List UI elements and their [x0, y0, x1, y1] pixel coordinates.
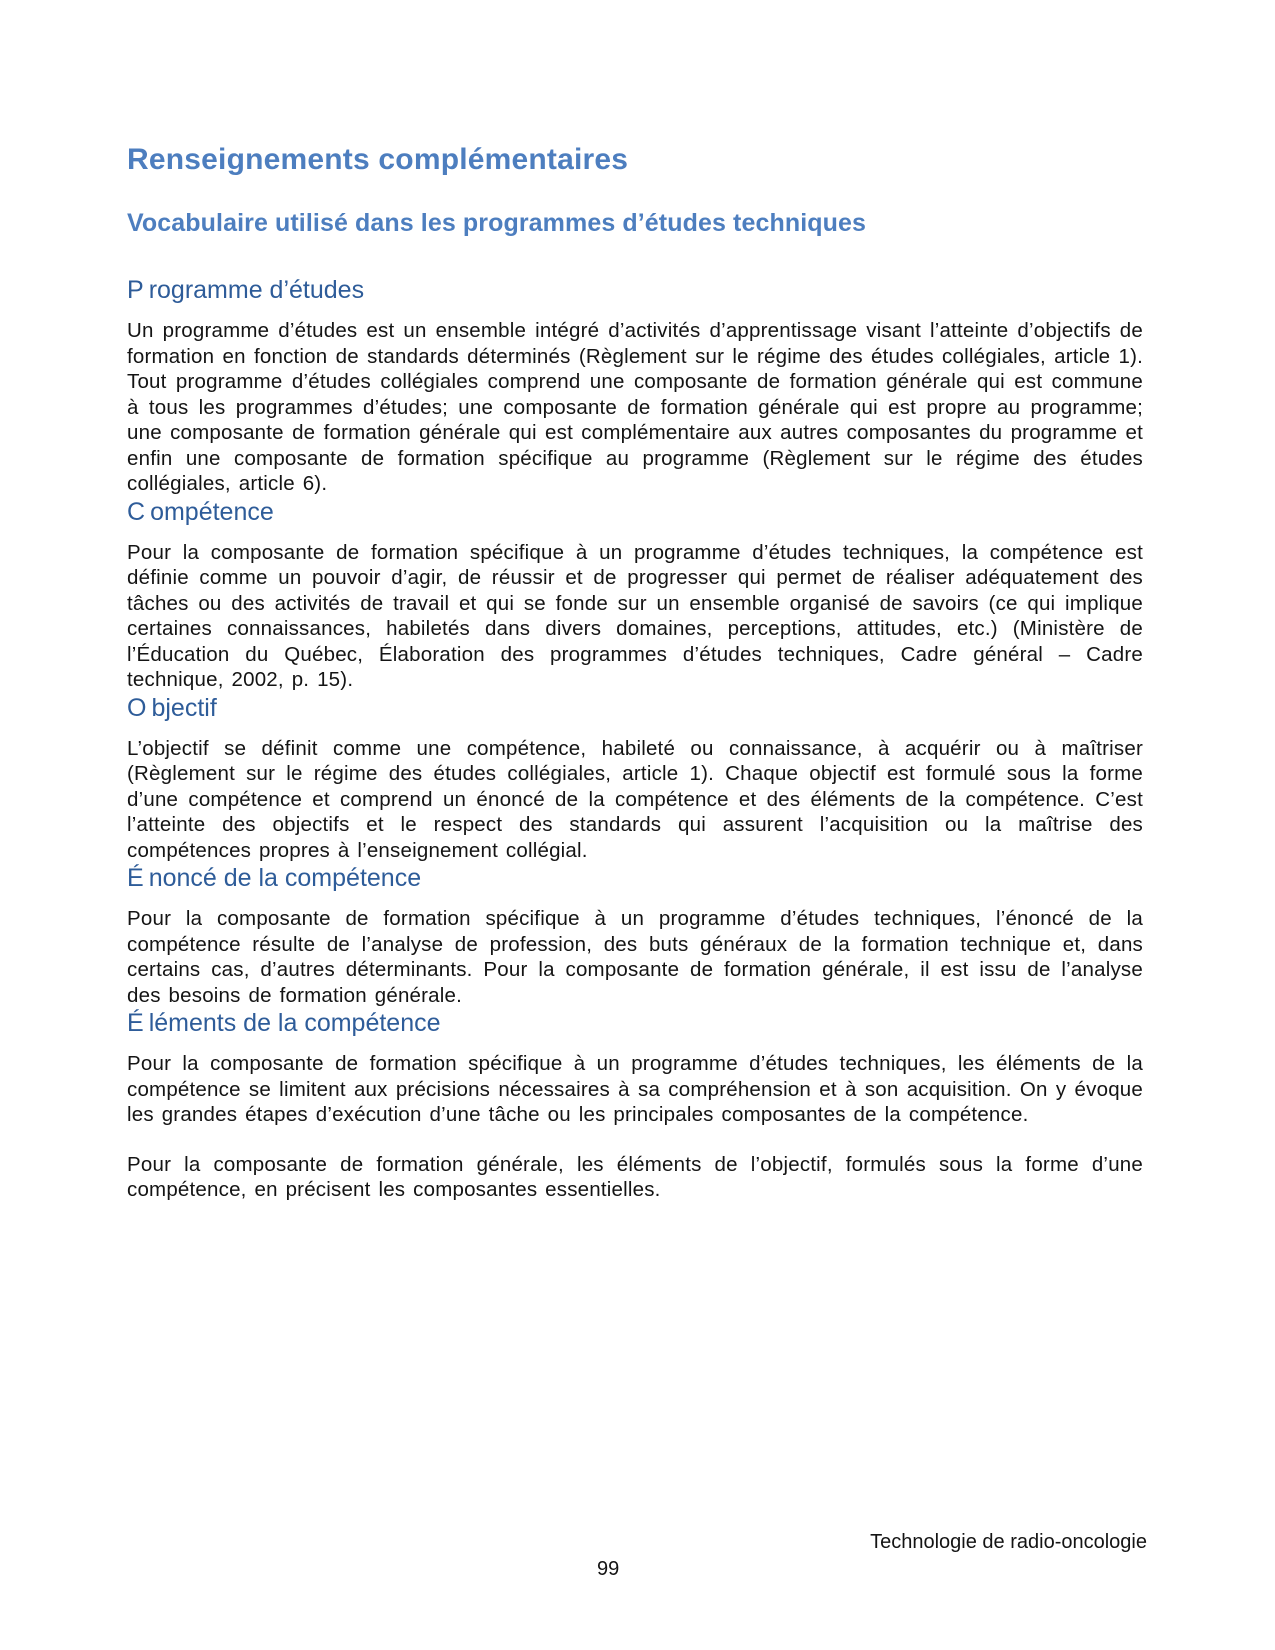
paragraph-elements-competence-1: Pour la composante de formation spécifique à un programme d’études techniques, les éléments de la compétence se limitent aux précisions nécessaires à sa compréhension et à son acquisition. On y évoque les grandes étapes d’exécution d’une tâche ou les principales composantes de la compétence. — [127, 1052, 1143, 1126]
paragraph-enonce-competence: Pour la composante de formation spécifique à un programme d’études techniques, l’énoncé de la compétence résulte de l’analyse de profession, des buts généraux de la formation technique et, dans certains cas, d’autres déterminants. Pour la composante de formation générale, il est issu de l’analyse des besoins de formation générale. — [127, 907, 1143, 1007]
section-elements-competence — [127, 1008, 1143, 1203]
section-heading-programme-detudes: Programme d’études — [127, 276, 365, 304]
section-enonce-competence — [127, 863, 1143, 1008]
section-programme-detudes — [127, 275, 1143, 497]
page-title: Renseignements complémentaires — [127, 143, 629, 176]
footer-document-title: Technologie de radio-oncologie — [870, 1531, 1147, 1553]
paragraph-competence: Pour la composante de formation spécifique à un programme d’études techniques, la compétence est définie comme un pouvoir d’agir, de réussir et de progresser qui permet de réaliser adéquatement des tâches ou des activités de travail et qui se fonde sur un ensemble organisé de savoirs (ce qui implique certaines connaissances, habiletés dans divers domaines, perceptions, attitudes, etc.) (Ministère de l’Éducation du Québec, Élaboration des programmes d’études techniques, Cadre général – Cadre technique, 2002, p. 15). — [127, 540, 1143, 691]
section-competence — [127, 497, 1143, 693]
section-objectif — [127, 693, 1143, 864]
page-number: 99 — [597, 1558, 620, 1580]
section-heading-competence: Compétence — [127, 497, 274, 526]
section-heading-elements-competence: Éléments de la compétence — [127, 1009, 441, 1037]
paragraph-objectif: L’objectif se définit comme une compétence, habileté ou connaissance, à acquérir ou à maîtriser (Règlement sur le régime des études collégiales, article 1). Chaque objectif est formulé sous la forme d’une compétence et comprend un énoncé de la compétence et des éléments de la compétence. C’est l’atteinte des objectifs et le respect des standards qui assurent l’acquisition ou la maîtrise des compétences propres à l’enseignement collégial. — [127, 736, 1143, 862]
content-column — [127, 142, 1143, 1203]
paragraph-programme-detudes: Un programme d’études est un ensemble intégré d’activités d’apprentissage visant l’atteinte d’objectifs de formation en fonction de standards déterminés (Règlement sur le régime des études collégiales, article 1). Tout programme d’études collégiales comprend une composante de formation générale qui est commune à tous les programmes d’études; une composante de formation générale qui est propre au programme; une composante de formation générale qui est complémentaire aux autres composantes du programme et enfin une composante de formation spécifique au programme (Règlement sur le régime des études collégiales, article 6). — [127, 319, 1143, 495]
paragraph-elements-competence-2: Pour la composante de formation générale, les éléments de l’objectif, formulés sous la forme d’une compétence, en précisent les composantes essentielles. — [127, 1152, 1143, 1201]
page-subtitle: Vocabulaire utilisé dans les programmes d’études techniques — [127, 209, 866, 237]
section-heading-enonce-competence: Énoncé de la compétence — [127, 864, 422, 892]
section-heading-objectif: Objectif — [127, 693, 217, 722]
